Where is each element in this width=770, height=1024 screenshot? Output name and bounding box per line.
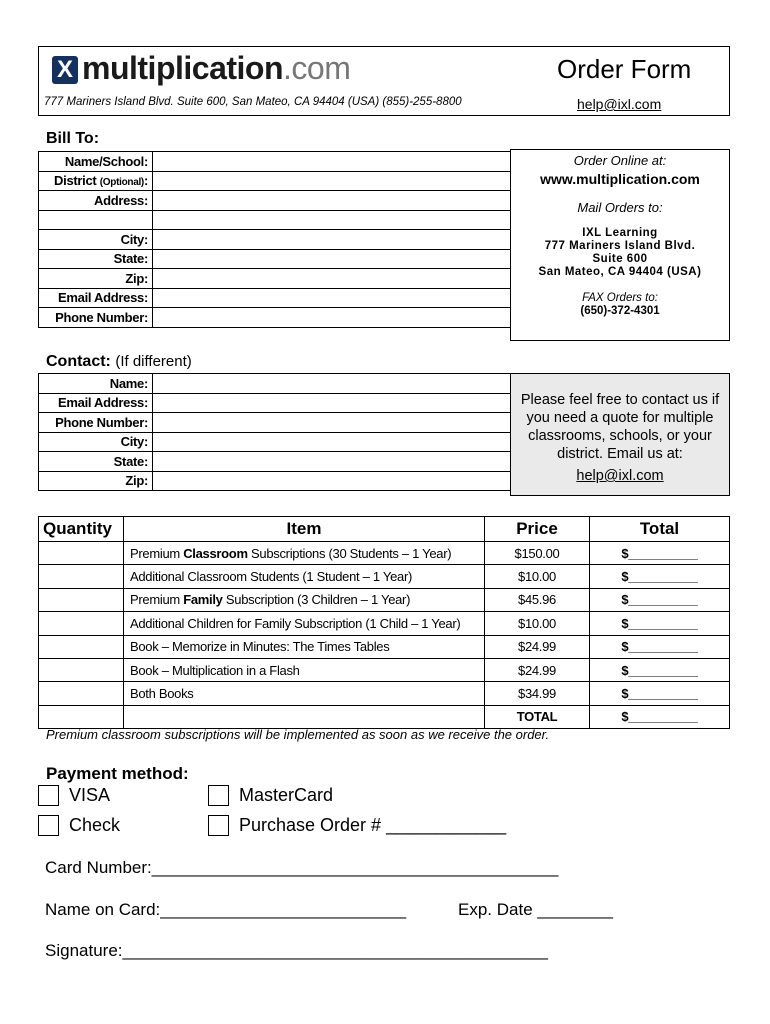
city-label: City: xyxy=(39,230,153,250)
fax-label: FAX Orders to: xyxy=(582,292,658,304)
mastercard-checkbox[interactable] xyxy=(208,785,229,806)
price-cell: $10.00 xyxy=(485,565,590,588)
item-text-post: Subscriptions (30 Students – 1 Year) xyxy=(247,545,452,561)
item-cell: Book – Multiplication in a Flash xyxy=(124,658,485,681)
phone-field[interactable] xyxy=(153,308,511,328)
bill-to-heading: Bill To: xyxy=(46,130,100,147)
note-line-2: you need a quote for multiple xyxy=(526,410,714,426)
check-checkbox[interactable] xyxy=(38,815,59,836)
note-line-4: district. Email us at: xyxy=(557,446,683,462)
item-emphasis: Family xyxy=(183,592,223,608)
bill-to-table xyxy=(38,151,511,328)
address-field-2[interactable] xyxy=(153,210,511,230)
email-label: Email Address: xyxy=(39,288,153,308)
item-header: Item xyxy=(124,517,485,542)
price-cell: $34.99 xyxy=(485,682,590,705)
logo-main: multiplication xyxy=(82,50,283,86)
district-optional: (Optional) xyxy=(99,177,144,189)
contact-state-field[interactable] xyxy=(153,452,511,472)
quote-note-box xyxy=(510,373,730,496)
price-cell: $24.99 xyxy=(485,658,590,681)
table-row xyxy=(39,565,730,588)
contact-heading-text: Contact: xyxy=(46,353,111,370)
note-line-3: classrooms, schools, or your xyxy=(528,428,712,444)
contact-phone-field[interactable] xyxy=(153,413,511,433)
contact-zip-label: Zip: xyxy=(39,471,153,491)
contact-state-label: State: xyxy=(39,452,153,472)
address-label: Address: xyxy=(39,191,153,211)
quantity-field[interactable] xyxy=(39,588,124,611)
page-title: Order Form xyxy=(557,54,692,84)
table-row xyxy=(39,588,730,611)
purchase-order-checkbox[interactable] xyxy=(208,815,229,836)
header-email-link[interactable]: help@ixl.com xyxy=(577,96,662,112)
price-cell: $150.00 xyxy=(485,542,590,565)
contact-city-field[interactable] xyxy=(153,432,511,452)
fax-number: (650)-372-4301 xyxy=(580,305,660,317)
price-header: Price xyxy=(485,517,590,542)
table-row xyxy=(39,612,730,635)
table-row xyxy=(39,542,730,565)
table-row xyxy=(39,682,730,705)
exp-date-field[interactable]: Exp. Date ________ xyxy=(458,900,614,919)
contact-table xyxy=(38,373,511,491)
contact-name-label: Name: xyxy=(39,374,153,394)
mail-orders-label: Mail Orders to: xyxy=(577,200,663,215)
site-logo xyxy=(82,50,350,87)
item-cell xyxy=(124,588,485,611)
item-cell: Additional Children for Family Subscription (1 Child – 1 Year) xyxy=(124,612,485,635)
state-label: State: xyxy=(39,249,153,269)
mail-line-2: 777 Mariners Island Blvd. xyxy=(544,240,696,252)
name-school-label: Name/School: xyxy=(39,152,153,172)
total-row-blank xyxy=(39,705,124,728)
total-header: Total xyxy=(590,517,730,542)
order-online-link[interactable]: www.multiplication.com xyxy=(540,171,700,187)
district-field[interactable] xyxy=(153,171,511,191)
mail-line-3: Suite 600 xyxy=(592,253,648,265)
contact-heading xyxy=(46,353,192,371)
district-colon: : xyxy=(143,173,148,189)
item-emphasis: Classroom xyxy=(183,545,248,561)
quantity-field[interactable] xyxy=(39,682,124,705)
item-cell: Additional Classroom Students (1 Student – 1 Year) xyxy=(124,565,485,588)
item-cell: Both Books xyxy=(124,682,485,705)
price-cell: $10.00 xyxy=(485,612,590,635)
total-field[interactable]: $__________ xyxy=(590,635,730,658)
quantity-field[interactable] xyxy=(39,565,124,588)
contact-zip-field[interactable] xyxy=(153,471,511,491)
total-label: TOTAL xyxy=(485,705,590,728)
price-cell: $45.96 xyxy=(485,588,590,611)
quantity-field[interactable] xyxy=(39,612,124,635)
card-number-field[interactable]: Card Number:___________________________________________ xyxy=(45,858,559,877)
mastercard-label: MasterCard xyxy=(239,785,334,805)
note-email-link[interactable]: help@ixl.com xyxy=(576,468,664,484)
table-row xyxy=(39,635,730,658)
district-label xyxy=(39,171,153,191)
signature-field[interactable]: Signature:_____________________________________________ xyxy=(45,941,548,960)
contact-email-label: Email Address: xyxy=(39,393,153,413)
company-address: 777 Mariners Island Blvd. Suite 600, San Mateo, CA 94404 (USA) (855)-255-8800 xyxy=(44,96,462,108)
total-field[interactable]: $__________ xyxy=(590,542,730,565)
order-info-box xyxy=(510,149,730,341)
contact-city-label: City: xyxy=(39,432,153,452)
purchase-order-field[interactable]: Purchase Order # ____________ xyxy=(239,815,507,835)
name-school-field[interactable] xyxy=(153,152,511,172)
order-online-label: Order Online at: xyxy=(573,153,667,168)
district-label-text: District xyxy=(54,173,97,189)
address-field[interactable] xyxy=(153,191,511,211)
visa-label: VISA xyxy=(69,785,111,805)
contact-email-field[interactable] xyxy=(153,393,511,413)
item-text: Premium xyxy=(130,545,184,561)
item-text: Premium xyxy=(130,592,184,608)
phone-label: Phone Number: xyxy=(39,308,153,328)
payment-heading: Payment method: xyxy=(46,764,189,783)
total-row-blank-item xyxy=(124,705,485,728)
quantity-field[interactable] xyxy=(39,542,124,565)
grand-total-field[interactable]: $__________ xyxy=(590,705,730,728)
total-field[interactable]: $__________ xyxy=(590,588,730,611)
contact-heading-note: (If different) xyxy=(115,353,192,370)
order-note: Premium classroom subscriptions will be implemented as soon as we receive the order. xyxy=(46,727,550,742)
price-cell: $24.99 xyxy=(485,635,590,658)
mail-line-1: IXL Learning xyxy=(582,227,658,239)
total-field[interactable]: $__________ xyxy=(590,612,730,635)
quantity-field[interactable] xyxy=(39,635,124,658)
item-text-post: Subscription (3 Children – 1 Year) xyxy=(222,592,411,608)
order-table xyxy=(38,516,730,729)
zip-label: Zip: xyxy=(39,269,153,289)
contact-name-field[interactable] xyxy=(153,374,511,394)
state-field[interactable] xyxy=(153,249,511,269)
contact-phone-label: Phone Number: xyxy=(39,413,153,433)
total-row xyxy=(39,705,730,728)
visa-checkbox[interactable] xyxy=(38,785,59,806)
quantity-header: Quantity xyxy=(39,517,124,542)
zip-field[interactable] xyxy=(153,269,511,289)
note-line-1: Please feel free to contact us if xyxy=(520,392,720,408)
mail-line-4: San Mateo, CA 94404 (USA) xyxy=(538,266,702,278)
address-label-2 xyxy=(39,210,153,230)
item-cell: Book – Memorize in Minutes: The Times Tables xyxy=(124,635,485,658)
total-field[interactable]: $__________ xyxy=(590,565,730,588)
check-label: Check xyxy=(69,815,121,835)
total-field[interactable]: $__________ xyxy=(590,682,730,705)
item-cell xyxy=(124,542,485,565)
total-field[interactable]: $__________ xyxy=(590,658,730,681)
city-field[interactable] xyxy=(153,230,511,250)
ixl-logo-icon: X xyxy=(52,56,78,84)
quantity-field[interactable] xyxy=(39,658,124,681)
table-row xyxy=(39,658,730,681)
logo-domain: .com xyxy=(283,50,351,86)
email-field[interactable] xyxy=(153,288,511,308)
name-on-card-field[interactable]: Name on Card:__________________________ xyxy=(45,900,407,919)
